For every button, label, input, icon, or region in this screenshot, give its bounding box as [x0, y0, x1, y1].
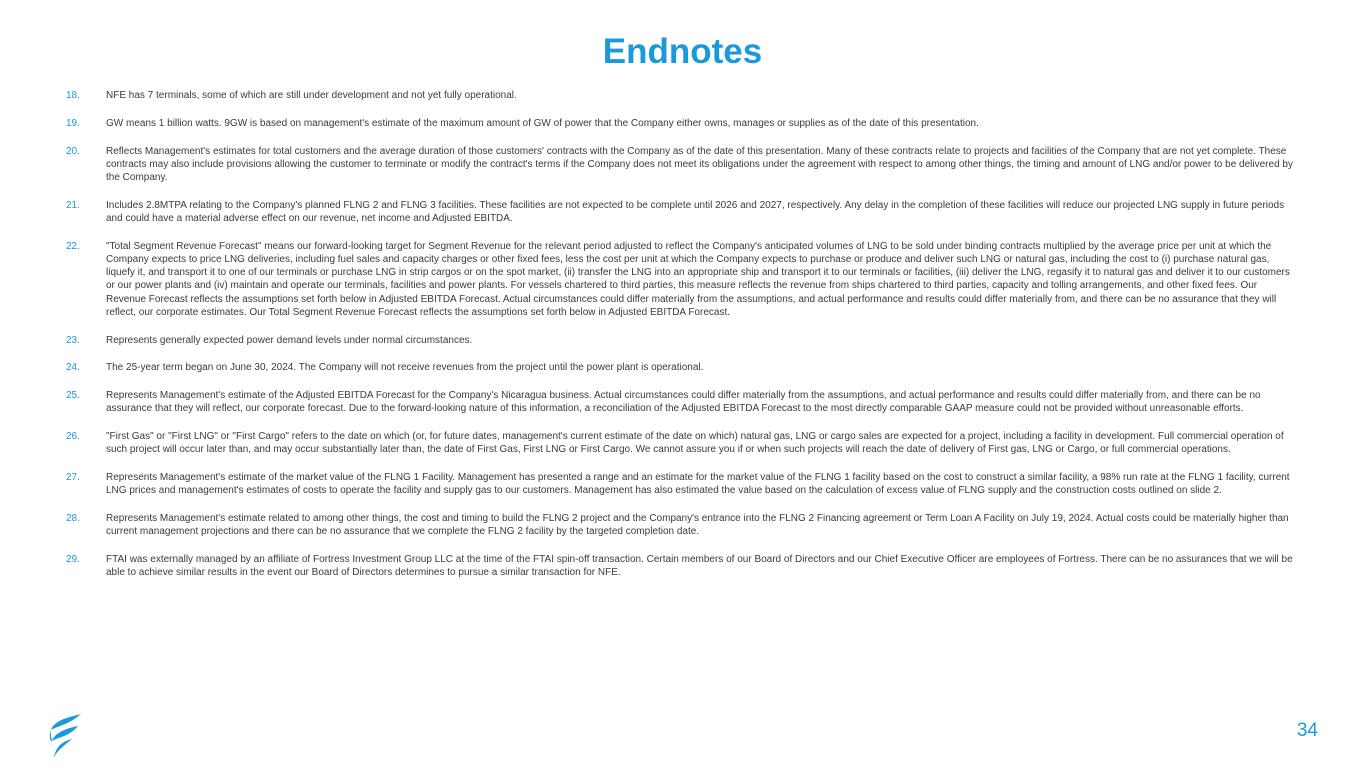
- endnote-text: NFE has 7 terminals, some of which are still under development and not yet fully operational.: [106, 90, 517, 101]
- page-title: Endnotes: [602, 32, 763, 71]
- endnote-number: 21.: [66, 199, 80, 211]
- endnote-19: [66, 117, 1296, 130]
- endnote-18: [66, 89, 1296, 102]
- endnote-text: Represents generally expected power demand levels under normal circumstances.: [106, 334, 473, 346]
- endnote-number: 24.: [66, 362, 80, 374]
- endnote-24: [66, 361, 1296, 374]
- endnote-text: Includes 2.8MTPA relating to the Company's planned FLNG 2 and FLNG 3 facilities. These facilities are not expected to be complete until 2026 and 2027, respectively. Any delay in the completion of these facilities will reduce our projected LNG supply in future periods and could have a material adverse effect on our revenue, net income and Adjusted EBITDA.: [106, 199, 1285, 224]
- endnote-29: [66, 553, 1296, 579]
- endnote-number: 23.: [66, 334, 80, 346]
- endnote-text: Represents Management's estimate related to among other things, the cost and timing to build the FLNG 2 project and the Company's entrance into the FLNG 2 Financing agreement or Term Loan A Facility on July 19, 2024. Actual costs could be materially higher than current management projections and there can be no assurance that we complete the FLNG 2 facility by the targeted completion date.: [106, 513, 1289, 538]
- endnote-26: [66, 430, 1296, 456]
- endnote-number: 28.: [66, 513, 80, 525]
- endnote-number: 18.: [66, 90, 80, 101]
- endnote-25: [66, 389, 1296, 415]
- endnote-number: 29.: [66, 554, 80, 566]
- endnote-text: "Total Segment Revenue Forecast" means our forward-looking target for Segment Revenue for the relevant period adjusted to reflect the Company's anticipated volumes of LNG to be sold under binding contracts multiplied by the average price per unit at which the Company expects to price LNG deliveries, including fuel sales and capacity charges or other fixed fees, less the cost per unit at which the Company expects to purchase or produce and deliver such LNG or natural gas, including the cost to (i) purchase natural gas, liquefy it, and transport it to one of our terminals or purchase LNG in strip cargos or on the spot market, (ii) transfer the LNG into an appropriate ship and transport it to our terminals or facilities, (iii) deliver the LNG, regasify it to natural gas and deliver it to our customers or our power plants and (iv) maintain and operate our terminals, facilities and power plants. For vessels chartered to third parties, this measure reflects the revenue from ships chartered to third parties, capacity and tolling arrangements, and other fixed fees. Our Revenue Forecast reflects the assumptions set forth below in Adjusted EBITDA Forecast. Actual circumstances could differ materially from the assumptions, and actual performance and results could differ materially from, and there can be no assurance that they will reflect, our corporate estimates. Our Total Segment Revenue Forecast reflects the assumptions set forth below in Adjusted EBITDA Forecast.: [106, 240, 1290, 318]
- endnote-28: [66, 512, 1296, 538]
- endnote-number: 22.: [66, 240, 80, 252]
- endnote-text: Represents Management's estimate of the Adjusted EBITDA Forecast for the Company's Nicaragua business. Actual circumstances could differ materially from the assumptions, and actual performance and results could differ materially from, and there can be no assurance that they will reflect, our corporate forecast. Due to the forward-looking nature of this information, a reconciliation of the Adjusted EBITDA Forecast to the most directly comparable GAAP measure could not be provided without unreasonable efforts.: [106, 390, 1261, 415]
- endnote-21: [66, 199, 1296, 225]
- endnote-text: Represents Management's estimate of the market value of the FLNG 1 Facility. Management has presented a range and an estimate for the market value of the FLNG 1 facility based on the cost to construct a similar facility, a 98% run rate at the FLNG 1 facility, current LNG prices and management's estimates of costs to operate the facility and supply gas to our customers. Management has also estimated the value based on the calculation of excess value of FLNG supply and the construction costs outlined on slide 2.: [106, 472, 1290, 497]
- nfe-flame-logo-icon: [48, 714, 84, 758]
- endnote-20: [66, 145, 1296, 185]
- endnote-27: [66, 471, 1296, 497]
- endnotes-list: [66, 89, 1296, 594]
- endnote-23: [66, 334, 1296, 347]
- endnote-text: GW means 1 billion watts. 9GW is based on management's estimate of the maximum amount of GW of power that the Company either owns, manages or supplies as of the date of this presentation.: [106, 117, 979, 129]
- page-number: 34: [1296, 720, 1318, 741]
- endnote-text: FTAI was externally managed by an affiliate of Fortress Investment Group LLC at the time of the FTAI spin-off transaction. Certain members of our Board of Directors and our Chief Executive Officer are employees of Fortress. There can be no assurances that we will be able to achieve similar results in the event our Board of Directors determines to pursue a similar transaction for NFE.: [106, 554, 1293, 579]
- endnote-number: 19.: [66, 117, 80, 129]
- endnote-22: [66, 240, 1296, 319]
- endnote-text: The 25-year term began on June 30, 2024. The Company will not receive revenues from the project until the power plant is operational.: [106, 362, 704, 374]
- endnote-text: Reflects Management's estimates for total customers and the average duration of those customers' contracts with the Company as of the date of this presentation. Many of these contracts relate to projects and facilities of the Company that are not yet complete. These contracts may also include provisions allowing the customer to terminate or modify the contract's terms if the Company does not meet its obligations under the agreement with respect to among other things, the timing and amount of LNG and/or power to be delivered by the Company.: [106, 145, 1293, 183]
- endnote-text: "First Gas" or "First LNG" or "First Cargo" refers to the date on which (or, for future dates, management's current estimate of the date on which) natural gas, LNG or cargo sales are expected for a project, including a facility in development. Full commercial operation of such project will occur later than, and may occur substantially later than, the date of First Gas, First LNG or First Cargo. We cannot assure you if or when such projects will reach the date of delivery of First gas, LNG or Cargo, or full commercial operations.: [106, 431, 1284, 456]
- endnote-number: 26.: [66, 431, 80, 443]
- endnote-number: 25.: [66, 390, 80, 402]
- endnote-number: 20.: [66, 145, 80, 157]
- endnote-number: 27.: [66, 472, 80, 484]
